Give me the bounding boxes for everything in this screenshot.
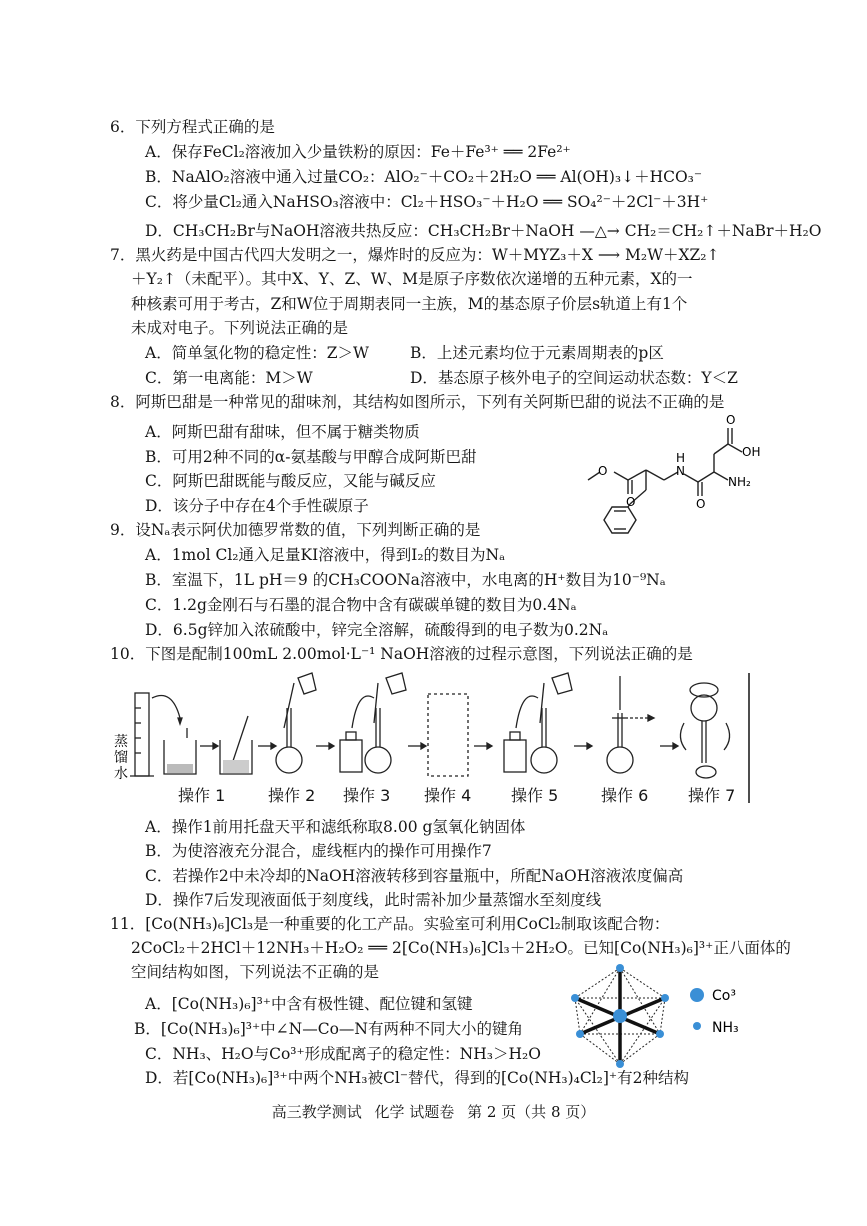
op-6-label: 操作 6	[601, 786, 649, 805]
q10-option-d: D．操作7后发现液面低于刻度线，此时需补加少量蒸馏水至刻度线	[145, 891, 602, 909]
q7-stem-line-2: ＋Y₂↑（未配平）。其中X、Y、Z、W、M是原子序数依次递增的五种元素，X的一	[131, 270, 693, 288]
amide-hydrogen-label: H	[676, 451, 686, 465]
q8-option-c: C．阿斯巴甜既能与酸反应，又能与碱反应	[145, 472, 436, 490]
footer-page-number: 第 2 页（共 8 页）	[467, 1103, 596, 1121]
q8-stem: 8．阿斯巴甜是一种常见的甜味剂，其结构如图所示，下列有关阿斯巴甜的说法不正确的是	[110, 393, 725, 411]
aspartame-structure	[570, 412, 770, 542]
q8-option-d: D．该分子中存在4个手性碳原子	[145, 497, 369, 515]
amide-nitrogen-label: N	[676, 464, 685, 478]
q6-option-c: C．将少量Cl₂通入NaHSO₃溶液中：Cl₂＋HSO₃⁻＋H₂O ══ SO₄²⁻＋2Cl⁻＋3H⁺	[145, 193, 709, 211]
op-4-label: 操作 4	[424, 786, 472, 805]
ester-carbonyl-oxygen-label: O	[626, 495, 636, 509]
q6-option-a: A．保存FeCl₂溶液加入少量铁粉的原因：Fe＋Fe³⁺ ══ 2Fe²⁺	[145, 143, 571, 161]
q11-option-d: D．若[Co(NH₃)₆]³⁺中两个NH₃被Cl⁻替代，得到的[Co(NH₃)₄Cl₂]⁺有2种结构	[145, 1069, 689, 1087]
hydroxyl-label: OH	[742, 445, 761, 459]
op-3-label: 操作 3	[343, 786, 391, 805]
amino-group-label: NH₂	[728, 475, 751, 489]
q11-stem-line-2: 2CoCl₂＋2HCl＋12NH₃＋H₂O₂ ══ 2[Co(NH₃)₆]Cl₃＋2H₂O。已知[Co(NH₃)₆]³⁺正八面体的	[131, 939, 791, 957]
q11-option-c: C．NH₃、H₂O与Co³⁺形成配离子的稳定性：NH₃＞H₂O	[145, 1045, 541, 1063]
q11-stem-line-3: 空间结构如图，下列说法不正确的是	[131, 963, 380, 981]
q9-option-a: A．1mol Cl₂通入足量KI溶液中，得到I₂的数目为Nₐ	[145, 546, 506, 564]
q7-option-d: D．基态原子核外电子的空间运动状态数：Y＜Z	[410, 369, 738, 387]
q8-option-b: B．可用2种不同的α-氨基酸与甲醇合成阿斯巴甜	[145, 448, 477, 466]
q9-stem: 9．设Nₐ表示阿伏加德罗常数的值，下列判断正确的是	[110, 521, 481, 539]
q10-option-a: A．操作1前用托盘天平和滤纸称取8.00 g氢氧化钠固体	[145, 818, 526, 836]
q10-option-b: B．为使溶液充分混合，虚线框内的操作可用操作7	[145, 842, 492, 860]
q11-stem-line-1: 11．[Co(NH₃)₆]Cl₃是一种重要的化工产品。实验室可利用CoCl₂制取该配合物：	[110, 915, 670, 933]
q9-option-b: B．室温下，1L pH＝9 的CH₃COONa溶液中，水电离的H⁺数目为10⁻⁹Nₐ	[145, 571, 666, 589]
q6-option-d: D．CH₃CH₂Br与NaOH溶液共热反应：CH₃CH₂Br＋NaOH —△→ CH₂＝CH₂↑＋NaBr＋H₂O	[145, 222, 822, 240]
q6-stem: 6．下列方程式正确的是	[110, 118, 275, 136]
ester-oxygen-label: O	[598, 464, 608, 478]
acid-oxygen-label: O	[726, 413, 736, 427]
water-label-char-1: 蒸	[114, 734, 128, 750]
q10-stem: 10．下图是配制100mL 2.00mol·L⁻¹ NaOH溶液的过程示意图，下列说法正确的是	[110, 645, 693, 663]
q9-option-d: D．6.5g锌加入浓硫酸中，锌完全溶解，硫酸得到的电子数为0.2Nₐ	[145, 621, 609, 639]
water-label-char-3: 水	[114, 766, 128, 782]
octahedron-structure	[560, 962, 760, 1072]
q11-option-a: A．[Co(NH₃)₆]³⁺中含有极性键、配位键和氢键	[145, 995, 473, 1013]
q10-option-c: C．若操作2中未冷却的NaOH溶液转移到容量瓶中，所配NaOH溶液浓度偏高	[145, 867, 684, 885]
legend-co-label: Co³	[712, 988, 736, 1004]
q7-option-b: B．上述元素均位于元素周期表的p区	[410, 344, 664, 362]
q7-stem-line-1: 7．黑火药是中国古代四大发明之一，爆炸时的反应为：W＋MYZ₃＋X ⟶ M₂W＋XZ₂↑	[110, 246, 720, 264]
q7-stem-line-4: 未成对电子。下列说法正确的是	[131, 319, 349, 337]
q8-option-a: A．阿斯巴甜有甜味，但不属于糖类物质	[145, 423, 420, 441]
q6-option-b: B．NaAlO₂溶液中通入过量CO₂：AlO₂⁻＋CO₂＋2H₂O ══ Al(OH)₃↓＋HCO₃⁻	[145, 168, 703, 186]
legend-nh3-label: NH₃	[712, 1020, 739, 1036]
q9-option-c: C．1.2g金刚石与石墨的混合物中含有碳碳单键的数目为0.4Nₐ	[145, 596, 577, 614]
q11-option-b: B．[Co(NH₃)₆]³⁺中∠N—Co—N有两种不同大小的键角	[134, 1020, 523, 1038]
q7-option-a: A．简单氢化物的稳定性：Z＞W	[145, 344, 369, 362]
q7-option-c: C．第一电离能：M＞W	[145, 369, 313, 387]
op-1-label: 操作 1	[178, 786, 226, 805]
op-7-label: 操作 7	[688, 786, 736, 805]
q7-stem-line-3: 种核素可用于考古，Z和W位于周期表同一主族，M的基态原子价层s轨道上有1个	[131, 295, 688, 313]
footer-subject: 化学 试题卷	[374, 1103, 455, 1121]
op-5-label: 操作 5	[511, 786, 559, 805]
page-footer	[0, 1101, 867, 1122]
water-label-char-2: 馏	[114, 750, 128, 766]
op-2-label: 操作 2	[268, 786, 316, 805]
amide-oxygen-label: O	[696, 497, 706, 511]
footer-exam-name: 高三教学测试	[271, 1103, 362, 1121]
